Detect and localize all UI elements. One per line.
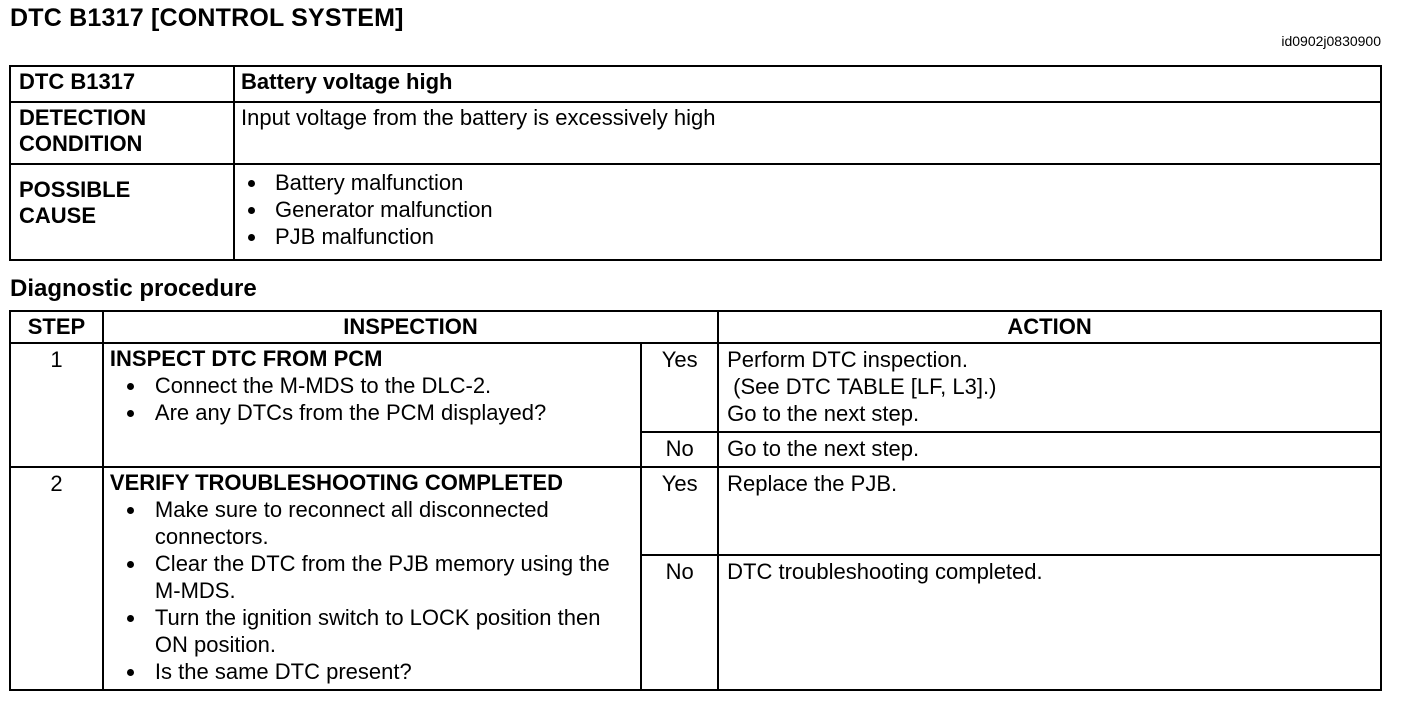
page-title: DTC B1317 [CONTROL SYSTEM] xyxy=(10,4,404,32)
list-item: Generator malfunction xyxy=(235,196,1374,223)
section-title: Diagnostic procedure xyxy=(10,275,257,302)
inspection-title: INSPECT DTC FROM PCM xyxy=(109,346,383,371)
list-item: Connect the M-MDS to the DLC-2. xyxy=(110,372,634,399)
no-label: No xyxy=(641,432,718,467)
inspection-list xyxy=(110,372,634,426)
inspection-title: VERIFY TROUBLESHOOTING COMPLETED xyxy=(109,470,563,495)
yes-action: Replace the PJB. xyxy=(718,467,1381,555)
list-item: Is the same DTC present? xyxy=(110,658,634,685)
no-action: DTC troubleshooting completed. xyxy=(718,555,1381,690)
action-line: (See DTC TABLE [LF, L3].) xyxy=(733,374,997,399)
diagnostic-procedure-table xyxy=(9,310,1382,691)
inspection-cell xyxy=(103,467,641,690)
step-number: 1 xyxy=(10,343,103,467)
no-label: No xyxy=(641,555,718,690)
list-item: Are any DTCs from the PCM displayed? xyxy=(110,399,634,426)
cause-row xyxy=(10,164,1381,260)
dtc-summary-table xyxy=(9,65,1382,261)
action-line: Perform DTC inspection. xyxy=(727,347,968,372)
yes-label: Yes xyxy=(641,467,718,555)
detection-label-line-1: DETECTION xyxy=(19,105,147,130)
action-line: Go to the next step. xyxy=(727,401,920,426)
cause-label xyxy=(10,164,234,260)
inspection-cell xyxy=(103,343,641,467)
table-header-row xyxy=(10,311,1381,343)
list-item: Battery malfunction xyxy=(235,169,1374,196)
list-item: Make sure to reconnect all disconnected connectors. xyxy=(110,496,634,550)
detection-label-line-2: CONDITION xyxy=(19,131,143,156)
cause-value xyxy=(234,164,1381,260)
cause-list xyxy=(235,169,1374,250)
yes-label: Yes xyxy=(641,343,718,432)
dtc-label: DTC B1317 xyxy=(10,66,234,102)
list-item: Turn the ignition switch to LOCK position then ON position. xyxy=(110,604,634,658)
dtc-value: Battery voltage high xyxy=(234,66,1381,102)
document-id: id0902j0830900 xyxy=(1281,33,1381,49)
table-row xyxy=(10,467,1381,555)
column-header-inspection: INSPECTION xyxy=(103,311,718,343)
detection-label xyxy=(10,102,234,164)
yes-action xyxy=(718,343,1381,432)
cause-label-line-1: POSSIBLE xyxy=(19,177,131,202)
list-item: PJB malfunction xyxy=(235,223,1374,250)
detection-value: Input voltage from the battery is excessively high xyxy=(234,102,1381,164)
list-item: Clear the DTC from the PJB memory using the M-MDS. xyxy=(110,550,634,604)
cause-label-line-2: CAUSE xyxy=(19,203,97,228)
column-header-action: ACTION xyxy=(718,311,1381,343)
dtc-row xyxy=(10,66,1381,102)
detection-row xyxy=(10,102,1381,164)
inspection-list xyxy=(110,496,634,685)
column-header-step: STEP xyxy=(10,311,103,343)
no-action: Go to the next step. xyxy=(718,432,1381,467)
step-number: 2 xyxy=(10,467,103,690)
table-row xyxy=(10,343,1381,432)
